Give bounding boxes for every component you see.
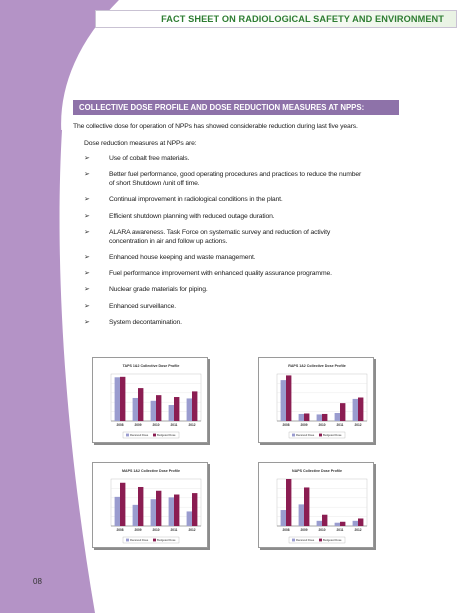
bar-budgeted [322, 414, 327, 421]
arrow-bullet-icon: ➢ [84, 212, 90, 220]
header-bar [95, 10, 457, 28]
bar-received [169, 497, 174, 526]
legend-label: Received Dose [130, 434, 149, 438]
chart-title: MAPS 1&2 Collective Dose Profile [122, 469, 180, 473]
legend-swatch [153, 539, 156, 542]
legend-swatch [319, 539, 322, 542]
list-item [84, 170, 406, 188]
x-tick-label: 2011 [336, 423, 344, 427]
header-title: FACT SHEET ON RADIOLOGICAL SAFETY AND ENVIRONMENT [161, 14, 444, 24]
x-tick-label: 2008 [116, 528, 124, 532]
bar-received [151, 499, 156, 526]
bar-budgeted [156, 395, 161, 421]
bar-received [317, 414, 322, 421]
list-item [84, 318, 406, 327]
list-item-text: Use of cobalt free materials. [109, 155, 190, 162]
arrow-bullet-icon: ➢ [84, 318, 90, 326]
x-tick-label: 2012 [188, 528, 196, 532]
measures-list [84, 154, 406, 334]
x-tick-label: 2008 [282, 423, 290, 427]
bar-budgeted [358, 398, 363, 422]
list-item-text-cont: of short Shutdown /unit off time. [109, 180, 200, 188]
legend-swatch [292, 539, 295, 542]
list-item [84, 154, 406, 163]
x-tick-label: 2009 [300, 423, 308, 427]
x-tick-label: 2008 [116, 423, 124, 427]
list-item-text: Enhanced surveillance. [109, 302, 176, 310]
bar-budgeted [322, 515, 327, 526]
bar-received [299, 414, 304, 421]
bar-received [281, 510, 286, 526]
bar-received [151, 401, 156, 421]
list-item [84, 302, 406, 311]
x-tick-label: 2010 [318, 423, 326, 427]
bar-budgeted [138, 388, 143, 421]
x-tick-label: 2011 [170, 423, 178, 427]
chart-card-taps [92, 357, 208, 443]
x-tick-label: 2011 [336, 528, 344, 532]
raps-dose-chart [259, 358, 375, 444]
bar-budgeted [340, 522, 345, 526]
x-tick-label: 2009 [300, 528, 308, 532]
list-item [84, 195, 406, 204]
legend-swatch [319, 434, 322, 437]
chart-card-maps [92, 462, 208, 548]
chart-title: RAPS 1&2 Collective Dose Profile [288, 364, 346, 368]
arrow-bullet-icon: ➢ [84, 155, 90, 162]
bar-received [115, 497, 120, 526]
arrow-bullet-icon: ➢ [84, 286, 90, 294]
arrow-bullet-icon: ➢ [84, 302, 90, 310]
taps-dose-chart [93, 358, 209, 444]
page-number: 08 [33, 577, 42, 586]
list-item-text: System decontamination. [109, 318, 182, 326]
legend-label: Received Dose [296, 539, 315, 543]
intro-text: The collective dose for operation of NPPs has showed considerable reduction during last five years. [73, 123, 358, 130]
x-tick-label: 2012 [354, 528, 362, 532]
bar-budgeted [358, 518, 363, 526]
bar-received [353, 399, 358, 421]
x-tick-label: 2010 [152, 528, 160, 532]
list-item [84, 212, 406, 221]
list-item-text-cont: concentration in air and follow up actions. [109, 237, 228, 245]
arrow-bullet-icon: ➢ [84, 196, 90, 204]
bar-received [353, 521, 358, 526]
legend-label: Budgeted Dose [323, 539, 342, 543]
bar-received [133, 398, 138, 421]
chart-card-raps [258, 357, 374, 443]
x-tick-label: 2011 [170, 528, 178, 532]
list-item [84, 269, 406, 278]
bar-budgeted [174, 495, 179, 526]
bar-budgeted [174, 397, 179, 421]
bar-budgeted [286, 375, 291, 421]
x-tick-label: 2010 [152, 423, 160, 427]
bar-budgeted [120, 483, 125, 526]
bar-received [187, 511, 192, 526]
arrow-bullet-icon: ➢ [84, 228, 90, 236]
section-title: COLLECTIVE DOSE PROFILE AND DOSE REDUCTION MEASURES AT NPPS: [73, 100, 399, 115]
bar-budgeted [192, 391, 197, 421]
x-tick-label: 2012 [354, 423, 362, 427]
list-item-text: Nuclear grade materials for piping. [109, 286, 208, 294]
x-tick-label: 2009 [134, 423, 142, 427]
x-tick-label: 2008 [282, 528, 290, 532]
list-item [84, 228, 406, 246]
x-tick-label: 2009 [134, 528, 142, 532]
bar-budgeted [192, 493, 197, 526]
bar-received [299, 504, 304, 526]
bar-budgeted [286, 479, 291, 526]
bar-budgeted [138, 487, 143, 526]
legend-label: Budgeted Dose [157, 539, 176, 543]
legend-label: Budgeted Dose [157, 434, 176, 438]
list-item-text: Continual improvement in radiological conditions in the plant. [109, 196, 283, 204]
arrow-bullet-icon: ➢ [84, 253, 90, 261]
bar-received [133, 505, 138, 526]
list-item [84, 285, 406, 294]
naps-dose-chart [259, 463, 375, 549]
bar-budgeted [340, 403, 345, 421]
legend-swatch [153, 434, 156, 437]
bar-budgeted [304, 487, 309, 526]
legend-label: Budgeted Dose [323, 434, 342, 438]
chart-title: TAPS 1&2 Collective Dose Profile [122, 364, 180, 368]
bar-budgeted [120, 377, 125, 421]
list-item [84, 253, 406, 262]
bar-received [169, 405, 174, 421]
bar-received [281, 380, 286, 421]
legend-label: Received Dose [130, 539, 149, 543]
bar-received [115, 377, 120, 421]
bar-received [335, 523, 340, 526]
chart-title: NAPS Collective Dose Profile [292, 469, 342, 473]
bar-received [335, 413, 340, 421]
chart-card-naps [258, 462, 374, 548]
bar-received [187, 398, 192, 421]
measures-subhead: Dose reduction measures at NPPs are: [84, 140, 197, 147]
legend-swatch [126, 539, 129, 542]
x-tick-label: 2012 [188, 423, 196, 427]
list-item-text: ALARA awareness. Task Force on systematic survey and reduction of activity [109, 228, 331, 236]
legend-label: Received Dose [296, 434, 315, 438]
list-item-text: Efficient shutdown planning with reduced outage duration. [109, 212, 275, 220]
legend-swatch [292, 434, 295, 437]
maps-dose-chart [93, 463, 209, 549]
list-item-text: Better fuel performance, good operating procedures and practices to reduce the number [109, 171, 362, 179]
legend-swatch [126, 434, 129, 437]
bar-budgeted [156, 491, 161, 526]
list-item-text: Fuel performance improvement with enhanced quality assurance programme. [109, 270, 332, 278]
x-tick-label: 2010 [318, 528, 326, 532]
bar-received [317, 521, 322, 526]
arrow-bullet-icon: ➢ [84, 171, 90, 179]
bar-budgeted [304, 413, 309, 421]
arrow-bullet-icon: ➢ [84, 270, 90, 278]
list-item-text: Enhanced house keeping and waste management. [109, 253, 256, 261]
